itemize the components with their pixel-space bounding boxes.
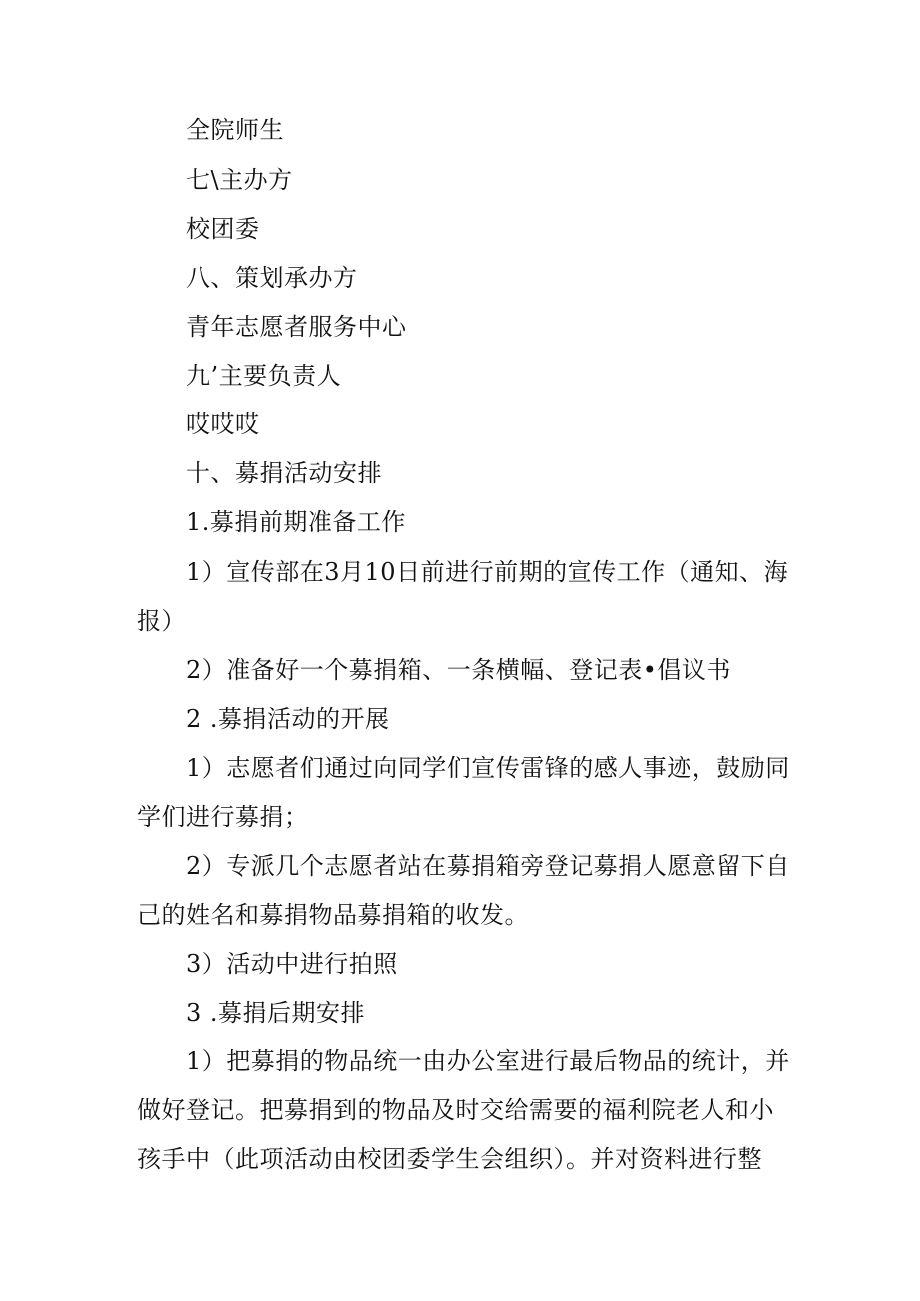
subsection-2-heading: 2 .募捐活动的开展: [186, 705, 390, 733]
section-10-heading: 十、募捐活动安排: [186, 459, 382, 487]
planner-text: 青年志愿者服务中心: [186, 313, 407, 341]
paragraph-line: 己的姓名和募捐物品募捐箱的收发。: [137, 901, 529, 929]
person-in-charge-text: 哎哎哎: [186, 410, 260, 438]
paragraph-line: 2）专派几个志愿者站在募捐箱旁登记募捐人愿意留下自: [186, 852, 790, 880]
subsection-3-heading: 3 .募捐后期安排: [186, 999, 366, 1027]
section-8-heading: 八、策划承办方: [186, 264, 358, 292]
paragraph-line: 3）活动中进行拍照: [186, 950, 398, 978]
paragraph-line: 做好登记。把募捐到的物品及时交给需要的福利院老人和小: [137, 1096, 774, 1124]
paragraph-line: 1）把募捐的物品统一由办公室进行最后物品的统计，并: [186, 1047, 790, 1075]
organizer-text: 校团委: [186, 215, 260, 243]
paragraph-line: 2）准备好一个募捐箱、一条横幅、登记表•倡议书: [186, 656, 731, 684]
subsection-1-heading: 1.募捐前期准备工作: [186, 508, 406, 536]
paragraph-line: 学们进行募捐；: [137, 803, 309, 831]
section-7-heading: 七\主办方: [186, 166, 293, 194]
paragraph-line: 孩手中（此项活动由校团委学生会组织）。并对资料进行整: [137, 1145, 762, 1173]
paragraph-line: 1）宣传部在3月10日前进行前期的宣传工作（通知、海: [186, 558, 789, 586]
paragraph-line: 1）志愿者们通过向同学们宣传雷锋的感人事迹，鼓励同: [186, 754, 790, 782]
section-9-heading: 九’主要负责人: [186, 362, 342, 390]
paragraph-line: 报）: [137, 607, 186, 635]
audience-text: 全院师生: [186, 116, 284, 144]
